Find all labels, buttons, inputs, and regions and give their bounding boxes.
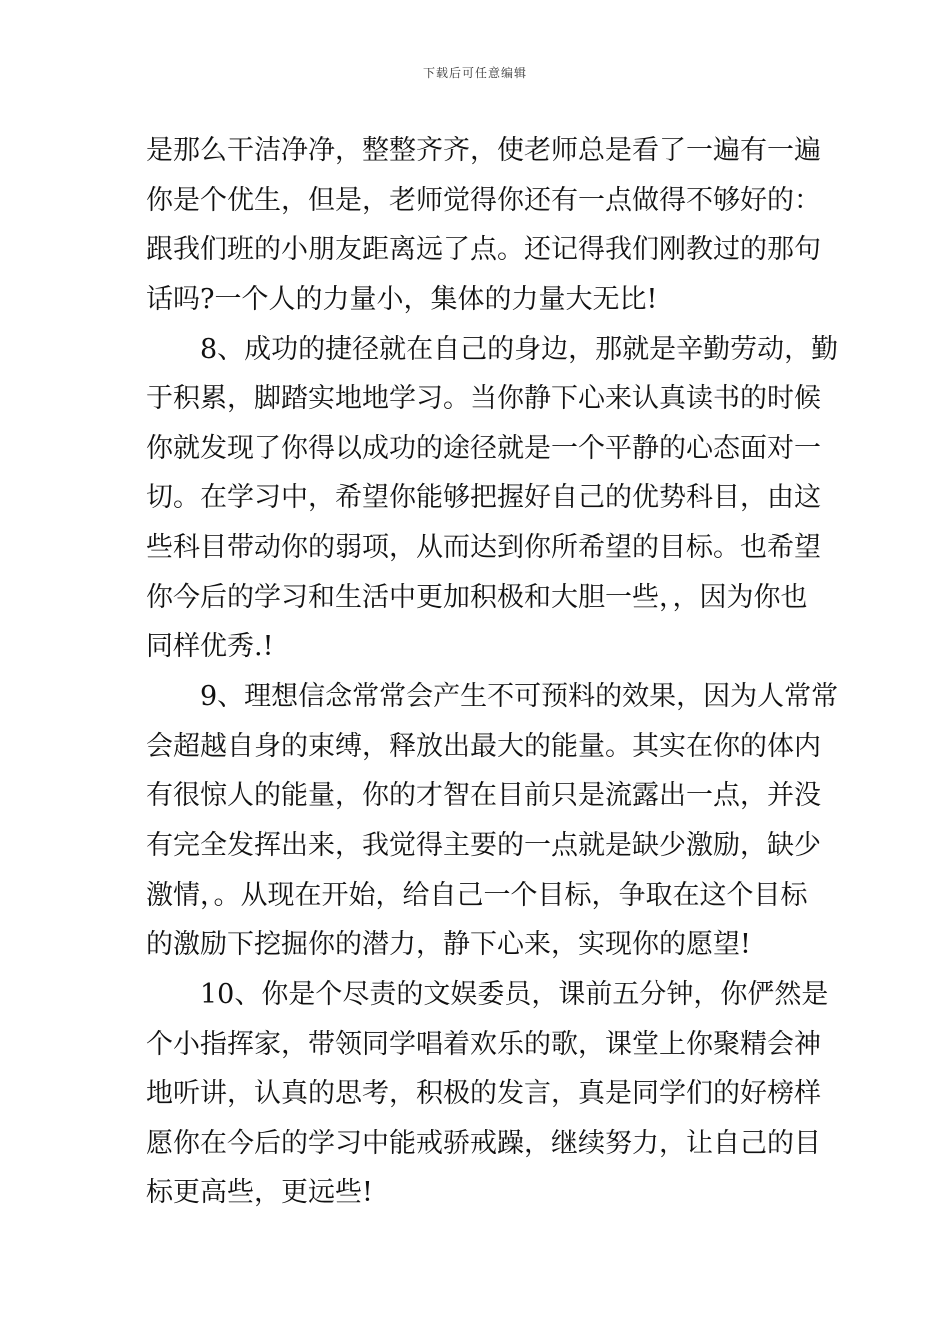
text-line: 激情，。从现在开始，给自己一个目标，争取在这个目标	[146, 879, 808, 911]
text-line: 有很惊人的能量，你的才智在目前只是流露出一点，并没	[146, 780, 821, 812]
text-line: 跟我们班的小朋友距离远了点。还记得我们刚教过的那句	[146, 234, 821, 266]
text-line: 切。在学习中，希望你能够把握好自己的优势科目，由这	[146, 482, 821, 514]
text-line: 些科目带动你的弱项，从而达到你所希望的目标。也希望	[146, 532, 821, 564]
text-line: 你今后的学习和生活中更加积极和大胆一些，，因为你也	[146, 581, 808, 613]
text-line: 9、理想信念常常会产生不可预料的效果，因为人常常	[200, 681, 839, 713]
paragraph-10	[146, 970, 829, 1218]
text-line: 话吗?一个人的力量小，集体的力量大无比!	[146, 283, 658, 315]
paragraph-9	[146, 672, 839, 970]
text-line: 有完全发挥出来，我觉得主要的一点就是缺少激励，缺少	[146, 829, 821, 861]
text-line: 你就发现了你得以成功的途径就是一个平静的心态面对一	[146, 432, 821, 464]
text-line: 会超越自身的束缚，释放出最大的能量。其实在你的体内	[146, 730, 821, 762]
text-line: 8、成功的捷径就在自己的身边，那就是辛勤劳动，勤	[200, 333, 839, 365]
text-line: 同样优秀.!	[146, 631, 274, 663]
paragraph-continued	[146, 126, 821, 325]
text-line: 个小指挥家，带领同学唱着欢乐的歌，课堂上你聚精会神	[146, 1028, 821, 1060]
text-line: 10、你是个尽责的文娱委员，课前五分钟，你俨然是	[200, 978, 829, 1010]
text-line: 愿你在今后的学习中能戒骄戒躁，继续努力，让自己的目	[146, 1127, 821, 1159]
text-line: 的激励下挖掘你的潜力，静下心来，实现你的愿望!	[146, 929, 751, 961]
text-line: 于积累，脚踏实地地学习。当你静下心来认真读书的时候	[146, 383, 821, 415]
text-line: 是那么干洁净净，整整齐齐，使老师总是看了一遍有一遍	[146, 135, 821, 166]
text-line: 标更高些，更远些!	[146, 1177, 373, 1209]
text-line: 地听讲，认真的思考，积极的发言，真是同学们的好榜样	[146, 1078, 821, 1110]
text-line: 你是个优生，但是，老师觉得你还有一点做得不够好的：	[146, 184, 821, 216]
paragraph-8	[146, 325, 839, 672]
document-body	[146, 126, 839, 1218]
page-header: 下载后可任意编辑	[422, 66, 527, 80]
